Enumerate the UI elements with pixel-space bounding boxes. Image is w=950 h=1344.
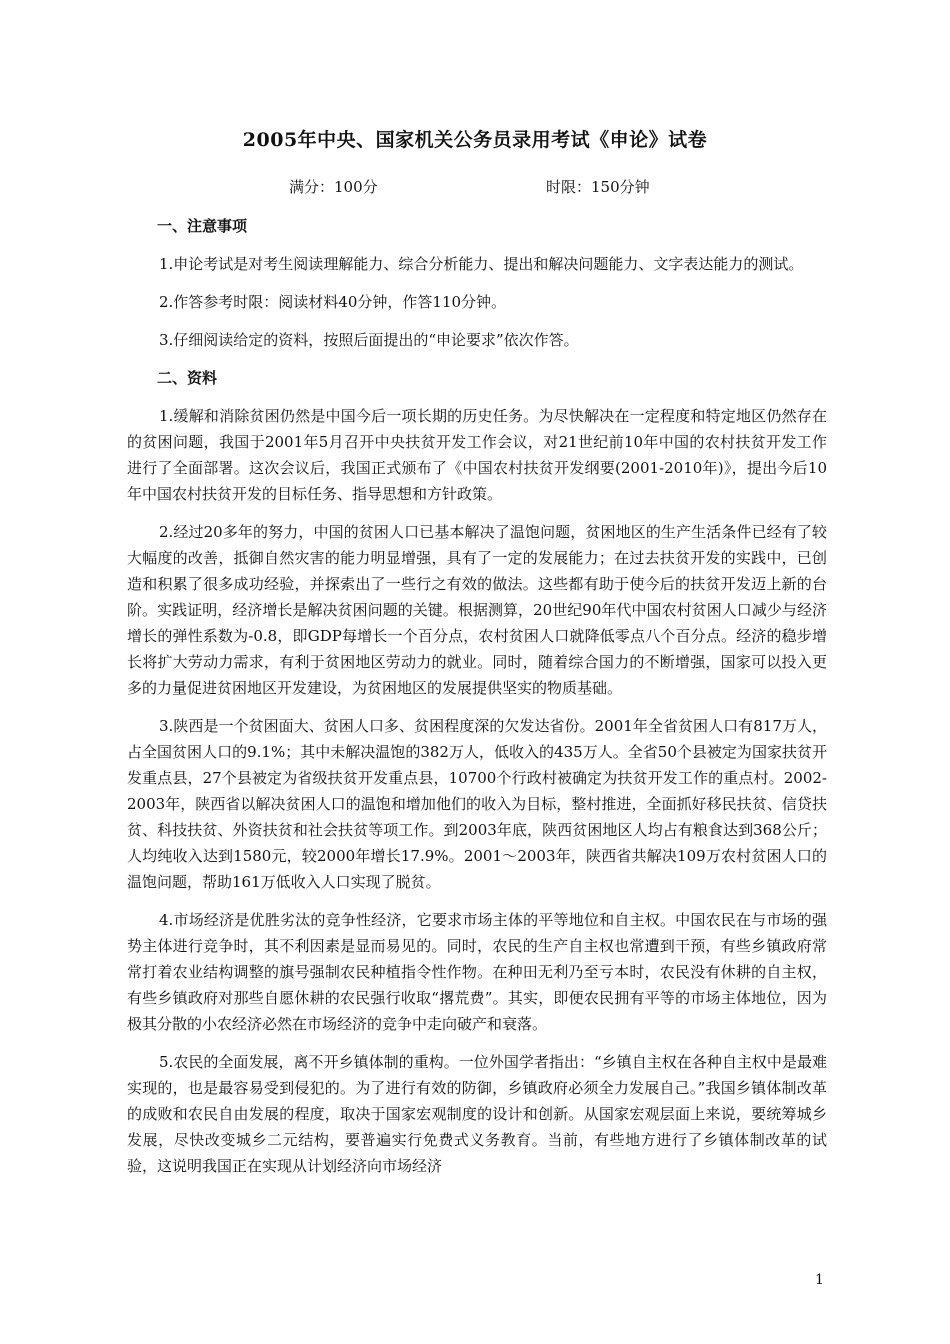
page-number: 1 bbox=[815, 1272, 824, 1288]
time-limit: 时限：150分钟 bbox=[546, 178, 650, 196]
material-paragraph: 1.缓解和消除贫困仍然是中国今后一项长期的历史任务。为尽快解决在一定程度和特定地区仍然存在的贫困问题，我国于2001年5月召开中央扶贫开发工作会议，对21世纪前10年中国的农村扶贫开发工作进行了全面部署。这次会议后，我国正式颁布了《中国农村扶贫开发纲要(2001-2010年)》，提出今后10年中国农村扶贫开发的目标任务、指导思想和方针政策。 bbox=[127, 407, 827, 503]
notes-paragraph: 1.申论考试是对考生阅读理解能力、综合分析能力、提出和解决问题能力、文字表达能力的测试。 bbox=[159, 255, 804, 273]
material-paragraph: 2.经过20多年的努力，中国的贫困人口已基本解决了温饱问题，贫困地区的生产生活条件已经有了较大幅度的改善，抵御自然灾害的能力明显增强，具有了一定的发展能力；在过去扶贫开发的实践中，已创造和积累了很多成功经验，并探索出了一些行之有效的做法。这些都有助于使今后的扶贫开发迈上新的台阶。实践证明，经济增长是解决贫困问题的关键。根据测算，20世纪90年代中国农村贫困人口减少与经济增长的弹性系数为-0.8，即GDP每增长一个百分点，农村贫困人口就降低零点八个百分点。经济的稳步增长将扩大劳动力需求，有利于贫困地区劳动力的就业。同时，随着综合国力的不断增强，国家可以投入更多的力量促进贫困地区开发建设，为贫困地区的发展提供坚实的物质基础。 bbox=[127, 523, 827, 697]
full-score: 满分：100分 bbox=[289, 178, 378, 196]
section-heading-notes: 一、注意事项 bbox=[157, 217, 248, 235]
material-paragraph: 4.市场经济是优胜劣汰的竞争性经济，它要求市场主体的平等地位和自主权。中国农民在与市场的强势主体进行竞争时，其不利因素是显而易见的。同时，农民的生产自主权也常遭到干预，有些乡镇政府常常打着农业结构调整的旗号强制农民种植指令性作物。在种田无利乃至亏本时，农民没有休耕的自主权，有些乡镇政府对那些自愿休耕的农民强行收取“撂荒费”。其实，即便农民拥有平等的市场主体地位，因为极其分散的小农经济必然在市场经济的竞争中走向破产和衰落。 bbox=[127, 911, 827, 1033]
notes-paragraph: 3.仔细阅读给定的资料，按照后面提出的“申论要求”依次作答。 bbox=[159, 331, 579, 349]
material-paragraph: 5.农民的全面发展，离不开乡镇体制的重构。一位外国学者指出：“乡镇自主权在各种自主权中是最难实现的，也是最容易受到侵犯的。为了进行有效的防御，乡镇政府必须全力发展自己。”我国乡镇体制改革的成败和农民自由发展的程度，取决于国家宏观制度的设计和创新。从国家宏观层面上来说，要统筹城乡发展，尽快改变城乡二元结构，要普遍实行免费式义务教育。当前，有些地方进行了乡镇体制改革的试验，这说明我国正在实现从计划经济向市场经济 bbox=[127, 1053, 827, 1175]
document-title: 2005年中央、国家机关公务员录用考试《申论》试卷 bbox=[242, 129, 708, 151]
section-heading-materials: 二、资料 bbox=[157, 369, 218, 387]
material-paragraph: 3.陕西是一个贫困面大、贫困人口多、贫困程度深的欠发达省份。2001年全省贫困人口有817万人，占全国贫困人口的9.1%；其中未解决温饱的382万人，低收入的435万人。全省50个县被定为国家扶贫开发重点县，27个县被定为省级扶贫开发重点县，10700个行政村被确定为扶贫开发工作的重点村。2002-2003年，陕西省以解决贫困人口的温饱和增加他们的收入为目标，整村推进，全面抓好移民扶贫、信贷扶贫、科技扶贫、外资扶贫和社会扶贫等项工作。到2003年底，陕西贫困地区人均占有粮食达到368公斤；人均纯收入达到1580元，较2000年增长17.9%。2001～2003年，陕西省共解决109万农村贫困人口的温饱问题，帮助161万低收入人口实现了脱贫。 bbox=[127, 717, 827, 891]
document-body bbox=[127, 213, 827, 1191]
notes-paragraph: 2.作答参考时限：阅读材料40分钟，作答110分钟。 bbox=[159, 293, 507, 311]
